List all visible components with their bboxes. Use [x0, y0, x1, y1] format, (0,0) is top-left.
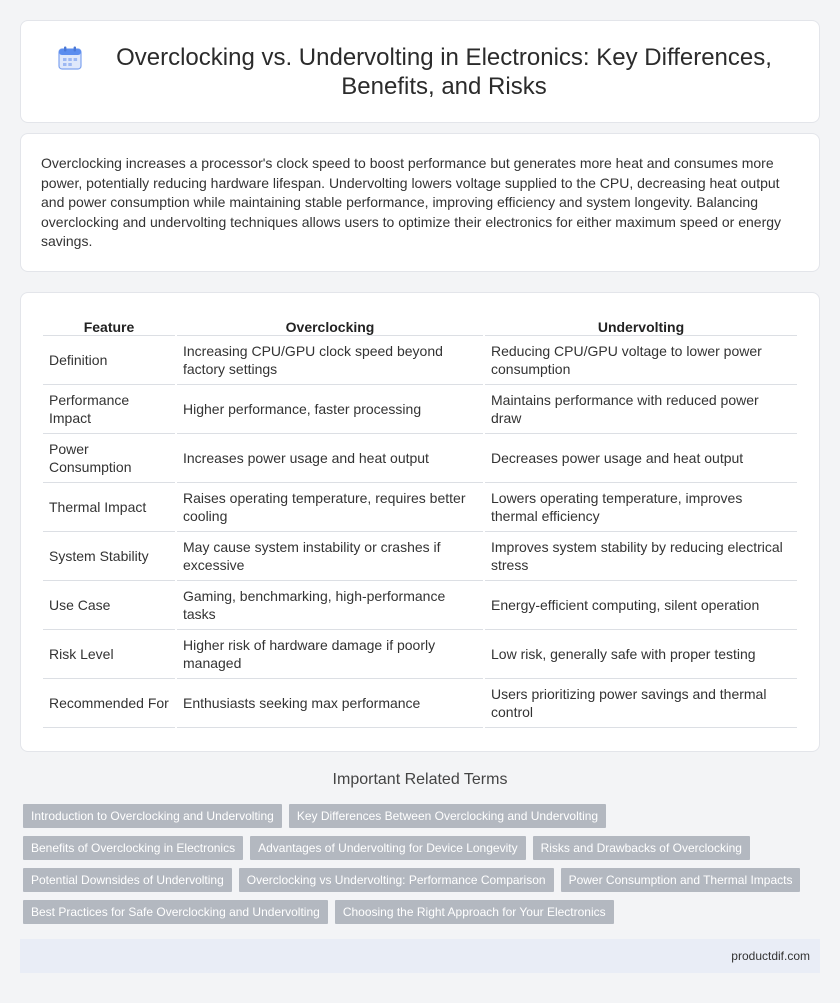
row-undervolting: Low risk, generally safe with proper testing	[485, 630, 797, 679]
table-header-row	[43, 313, 797, 336]
row-overclocking: Higher risk of hardware damage if poorly managed	[177, 630, 483, 679]
header-card	[20, 20, 820, 123]
row-undervolting: Improves system stability by reducing electrical stress	[485, 532, 797, 581]
tag-row	[23, 836, 813, 868]
row-feature: Use Case	[43, 581, 175, 630]
intro-paragraph: Overclocking increases a processor's clock speed to boost performance but generates more heat and consumes more power, potentially reducing hardware lifespan. Undervolting lowers voltage supplied to the CPU, decreasing heat output and power consumption while maintaining stable performance, improving efficiency and system longevity. Balancing overclocking and undervolting techniques allows users to optimize their electronics for either maximum speed or energy savings.	[41, 155, 782, 250]
intro-card	[20, 133, 820, 272]
related-term-tag[interactable]: Potential Downsides of Undervolting	[23, 868, 232, 892]
table-row	[43, 434, 797, 483]
table-row	[43, 581, 797, 630]
related-term-tag[interactable]: Overclocking vs Undervolting: Performance Comparison	[239, 868, 554, 892]
row-undervolting: Energy-efficient computing, silent operation	[485, 581, 797, 630]
row-feature: Performance Impact	[43, 385, 175, 434]
table-row	[43, 679, 797, 728]
table-row	[43, 336, 797, 385]
tag-row	[23, 804, 813, 836]
row-feature: Definition	[43, 336, 175, 385]
row-feature: Thermal Impact	[43, 483, 175, 532]
table-row	[43, 630, 797, 679]
row-undervolting: Maintains performance with reduced power draw	[485, 385, 797, 434]
row-overclocking: Increasing CPU/GPU clock speed beyond factory settings	[177, 336, 483, 385]
row-overclocking: Gaming, benchmarking, high-performance tasks	[177, 581, 483, 630]
footer	[20, 939, 820, 973]
tag-row	[23, 868, 813, 900]
related-terms-title: Important Related Terms	[332, 771, 508, 788]
table-row	[43, 483, 797, 532]
row-feature: Recommended For	[43, 679, 175, 728]
row-overclocking: Raises operating temperature, requires better cooling	[177, 483, 483, 532]
related-term-tag[interactable]: Power Consumption and Thermal Impacts	[561, 868, 801, 892]
row-overclocking: May cause system instability or crashes if excessive	[177, 532, 483, 581]
row-undervolting: Lowers operating temperature, improves thermal efficiency	[485, 483, 797, 532]
related-term-tag[interactable]: Benefits of Overclocking in Electronics	[23, 836, 243, 860]
table-row	[43, 532, 797, 581]
header-undervolting: Undervolting	[485, 313, 797, 336]
row-feature: System Stability	[43, 532, 175, 581]
row-overclocking: Higher performance, faster processing	[177, 385, 483, 434]
row-undervolting: Users prioritizing power savings and thermal control	[485, 679, 797, 728]
row-feature: Power Consumption	[43, 434, 175, 483]
comparison-table	[41, 313, 799, 728]
table-row	[43, 385, 797, 434]
header-overclocking: Overclocking	[177, 313, 483, 336]
related-term-tag[interactable]: Choosing the Right Approach for Your Electronics	[335, 900, 614, 924]
header-feature: Feature	[43, 313, 175, 336]
row-feature: Risk Level	[43, 630, 175, 679]
tag-row	[23, 900, 813, 932]
row-overclocking: Enthusiasts seeking max performance	[177, 679, 483, 728]
related-term-tag[interactable]: Advantages of Undervolting for Device Longevity	[250, 836, 525, 860]
calendar-icon	[56, 44, 84, 72]
related-terms-tags	[23, 804, 813, 932]
row-undervolting: Reducing CPU/GPU voltage to lower power consumption	[485, 336, 797, 385]
row-overclocking: Increases power usage and heat output	[177, 434, 483, 483]
related-term-tag[interactable]: Risks and Drawbacks of Overclocking	[533, 836, 750, 860]
row-undervolting: Decreases power usage and heat output	[485, 434, 797, 483]
related-term-tag[interactable]: Best Practices for Safe Overclocking and Undervolting	[23, 900, 328, 924]
comparison-table-card	[20, 292, 820, 752]
footer-site-link[interactable]: productdif.com	[731, 949, 810, 963]
related-term-tag[interactable]: Key Differences Between Overclocking and Undervolting	[289, 804, 606, 828]
related-term-tag[interactable]: Introduction to Overclocking and Undervolting	[23, 804, 282, 828]
page-title: Overclocking vs. Undervolting in Electronics: Key Differences, Benefits, and Risks	[116, 43, 772, 100]
